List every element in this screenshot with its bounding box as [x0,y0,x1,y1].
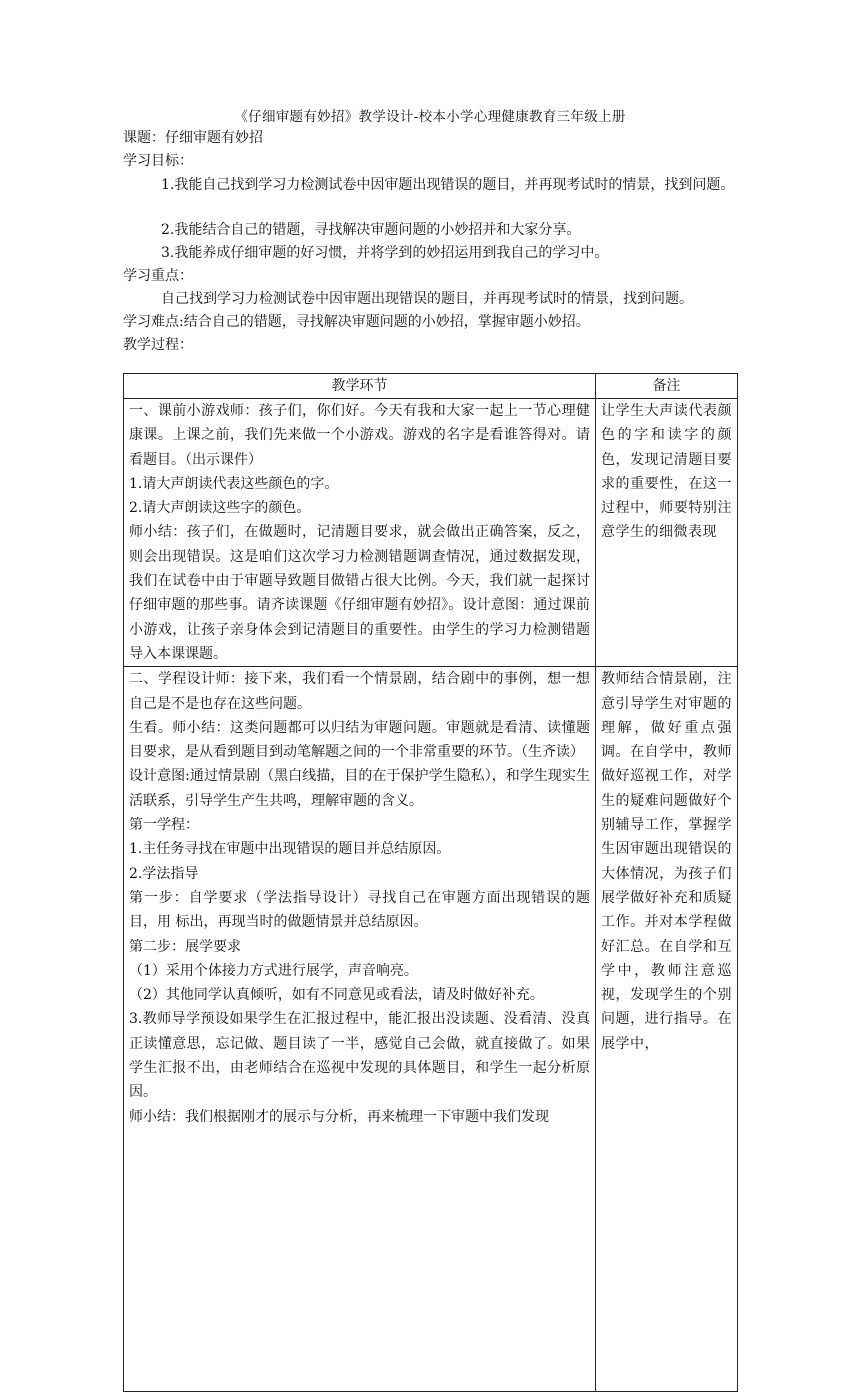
table-row [124,399,738,667]
row2-line: 第一步：自学要求（学法指导设计）寻找自己在审题方面出现错误的题目，用 标出，再现当时的做题情景并总结原因。 [129,889,590,931]
process-heading: 教学过程： [123,337,193,353]
table-row [124,667,738,1392]
key-point-text: 自己找到学习力检测试卷中因审题出现错误的题目，并再现考试时的情景，找到问题。 [161,291,693,307]
goals-heading: 学习目标： [123,153,193,169]
row1-line: 师小结：孩子们，在做题时，记清题目要求，就会做出正确答案，反之，则会出现错误。这是咱们这次学习力检测错题调查情况，通过数据发现，我们在试卷中由于审题导致题目做错占很大比例。今天，我们就一起探讨仔细审题的那些事。请齐读课题《仔细审题有妙招》。设计意图：通过课前小游戏，让孩子亲身体会到记清题目的重要性。由学生的学习力检测错题导入本课课题。 [129,524,590,662]
row2-line: 第二步：展学要求 [129,938,241,955]
row1-line: 2.请大声朗读这些字的颜色。 [129,500,311,517]
row1-content [124,399,596,667]
goal-item-2: 2.我能结合自己的错题，寻找解决审题问题的小妙招并和大家分享。 [161,222,581,238]
row2-note-text: 教师结合情景剧，注意引导学生对审题的理解，做好重点强调。在自学中，教师做好巡视工作，对学生的疑难问题做好个别辅导工作，掌握学生因审题出现错误的大体情况，为孩子们展学做好补充和质疑工作。并对本学程做好汇总。在自学和互学中，教师注意巡视，发现学生的个别问题，进行指导。在展学中， [601,671,732,1052]
document-title: 《仔细审题有妙招》教学设计-校本小学心理健康教育三年级上册 [234,109,626,125]
header-notes: 备注 [596,374,738,399]
row2-content [124,667,596,1392]
row1-note: 让学生大声读代表颜色的字和读字的颜色，发现记清题目要求的重要性，在这一过程中，师要特别注意学生的细微表现 [596,399,738,667]
row1-line: 一、课前小游戏师：孩子们，你们好。今天有我和大家一起上一节心理健康课。上课之前，我们先来做一个小游戏。游戏的名字是看谁答得对。请看题目。（出示课件） [129,403,590,468]
table-header-row [124,374,738,399]
row2-line: 2.学法指导 [129,865,199,882]
row2-line: 二、学程设计师：接下来，我们看一个情景剧，结合剧中的事例，想一想自己是不是也存在这些问题。 [129,671,590,712]
row1-line: 1.请大声朗读代表这些颜色的字。 [129,475,339,492]
difficulty-text: 学习难点:结合自己的错题，寻找解决审题问题的小妙招，掌握审题小妙招。 [123,314,590,330]
lesson-plan-table [123,373,738,1392]
row2-line: 师小结：我们根据刚才的展示与分析，再来梳理一下审题中我们发现 [129,1108,549,1125]
key-point-heading: 学习重点： [123,268,193,284]
row2-line: 第一学程： [129,817,199,834]
row2-line: 1.主任务寻找在审题中出现错误的题目并总结原因。 [129,841,451,858]
row2-line: 设计意图:通过情景剧（黑白线描，目的在于保护学生隐私），和学生现实生活联系，引导学生产生共鸣，理解审题的含义。 [129,768,590,809]
row2-line: 生看。师小结：这类问题都可以归结为审题问题。审题就是看清、读懂题目要求，是从看到题目到动笔解题之间的一个非常重要的环节。（生齐读） [129,719,590,761]
row2-line: 3.教师导学预设如果学生在汇报过程中，能汇报出没读题、没看清、没真正读懂意思，忘记做、题目读了一半，感觉自己会做，就直接做了。如果学生汇报不出，由老师结合在巡视中发现的具体题目，和学生一起分析原因。 [129,1011,590,1101]
header-teaching-steps: 教学环节 [124,374,596,399]
goal-item-1: 1.我能自己找到学习力检测试卷中因审题出现错误的题目，并再现考试时的情景，找到问题。 [161,177,735,193]
lesson-topic: 课题：仔细审题有妙招 [123,130,263,146]
row2-line: （2）其他同学认真倾听，如有不同意见或看法，请及时做好补充。 [129,987,544,1004]
row2-line: （1）采用个体接力方式进行展学，声音响亮。 [129,962,418,979]
row2-note [596,667,738,1392]
goal-item-3: 3.我能养成仔细审题的好习惯，并将学到的妙招运用到我自己的学习中。 [161,245,609,261]
